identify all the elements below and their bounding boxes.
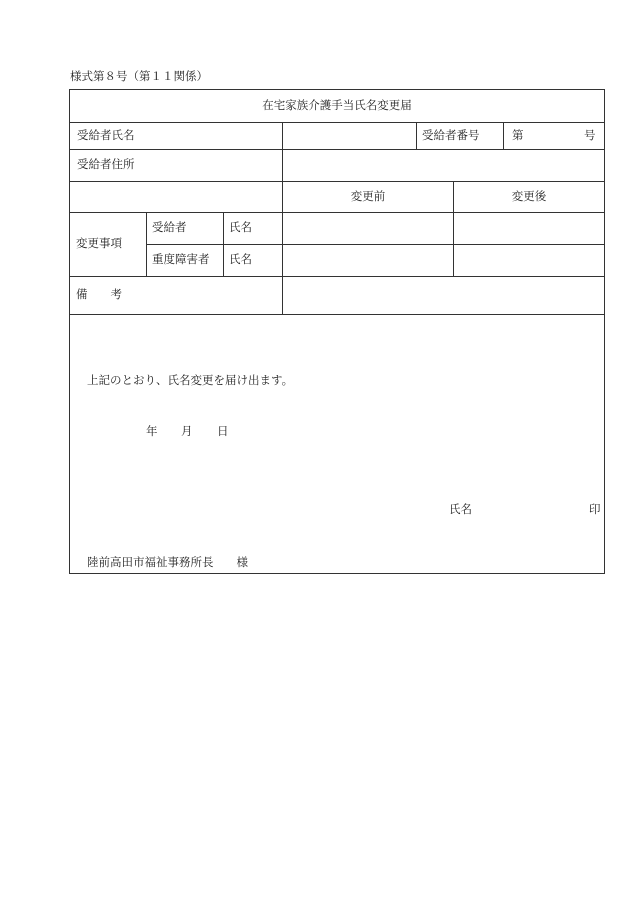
col-divider-change-items (146, 212, 147, 276)
name-label-disabled: 氏名 (229, 252, 252, 266)
date-month: 月 (181, 424, 193, 438)
row-divider-address (70, 181, 604, 182)
addressee: 陸前高田市福祉事務所長 様 (87, 555, 248, 569)
date-day: 日 (217, 424, 229, 438)
recipient-address-field[interactable] (283, 150, 604, 181)
recipient-number-label: 受給者番号 (422, 128, 480, 142)
declaration-statement: 上記のとおり、氏名変更を届け出ます。 (87, 373, 294, 387)
number-suffix: 号 (584, 128, 596, 142)
recipient-name-field[interactable] (283, 123, 416, 149)
recipient-number-field[interactable] (526, 123, 580, 149)
recipient-name-before-field[interactable] (283, 213, 453, 244)
before-header: 変更前 (350, 189, 386, 203)
signature-name-field[interactable] (475, 498, 583, 520)
change-items-label: 変更事項 (76, 236, 122, 250)
col-divider-number-label (416, 122, 417, 149)
form-number: 様式第８号（第１１関係） (70, 69, 208, 83)
seal-mark: 印 (589, 502, 601, 516)
recipient-name-after-field[interactable] (454, 213, 604, 244)
recipient-address-label: 受給者住所 (77, 157, 135, 171)
number-prefix: 第 (512, 128, 524, 142)
form-title: 在宅家族介護手当氏名変更届 (262, 98, 412, 112)
row-divider-remarks (70, 314, 604, 315)
after-header: 変更後 (511, 189, 547, 203)
name-label-recipient: 氏名 (229, 220, 252, 234)
disabled-name-after-field[interactable] (454, 245, 604, 276)
recipient-name-label: 受給者氏名 (77, 128, 135, 142)
col-divider-name-label (223, 212, 224, 276)
notification-form (69, 89, 605, 574)
signature-name-label: 氏名 (449, 502, 472, 516)
remarks-label: 備 考 (76, 287, 122, 301)
col-divider-number-value (503, 122, 504, 149)
recipient-label: 受給者 (152, 220, 187, 234)
disabled-name-before-field[interactable] (283, 245, 453, 276)
remarks-field[interactable] (283, 277, 604, 314)
severe-disabled-label: 重度障害者 (152, 252, 210, 266)
date-year: 年 (146, 424, 158, 438)
